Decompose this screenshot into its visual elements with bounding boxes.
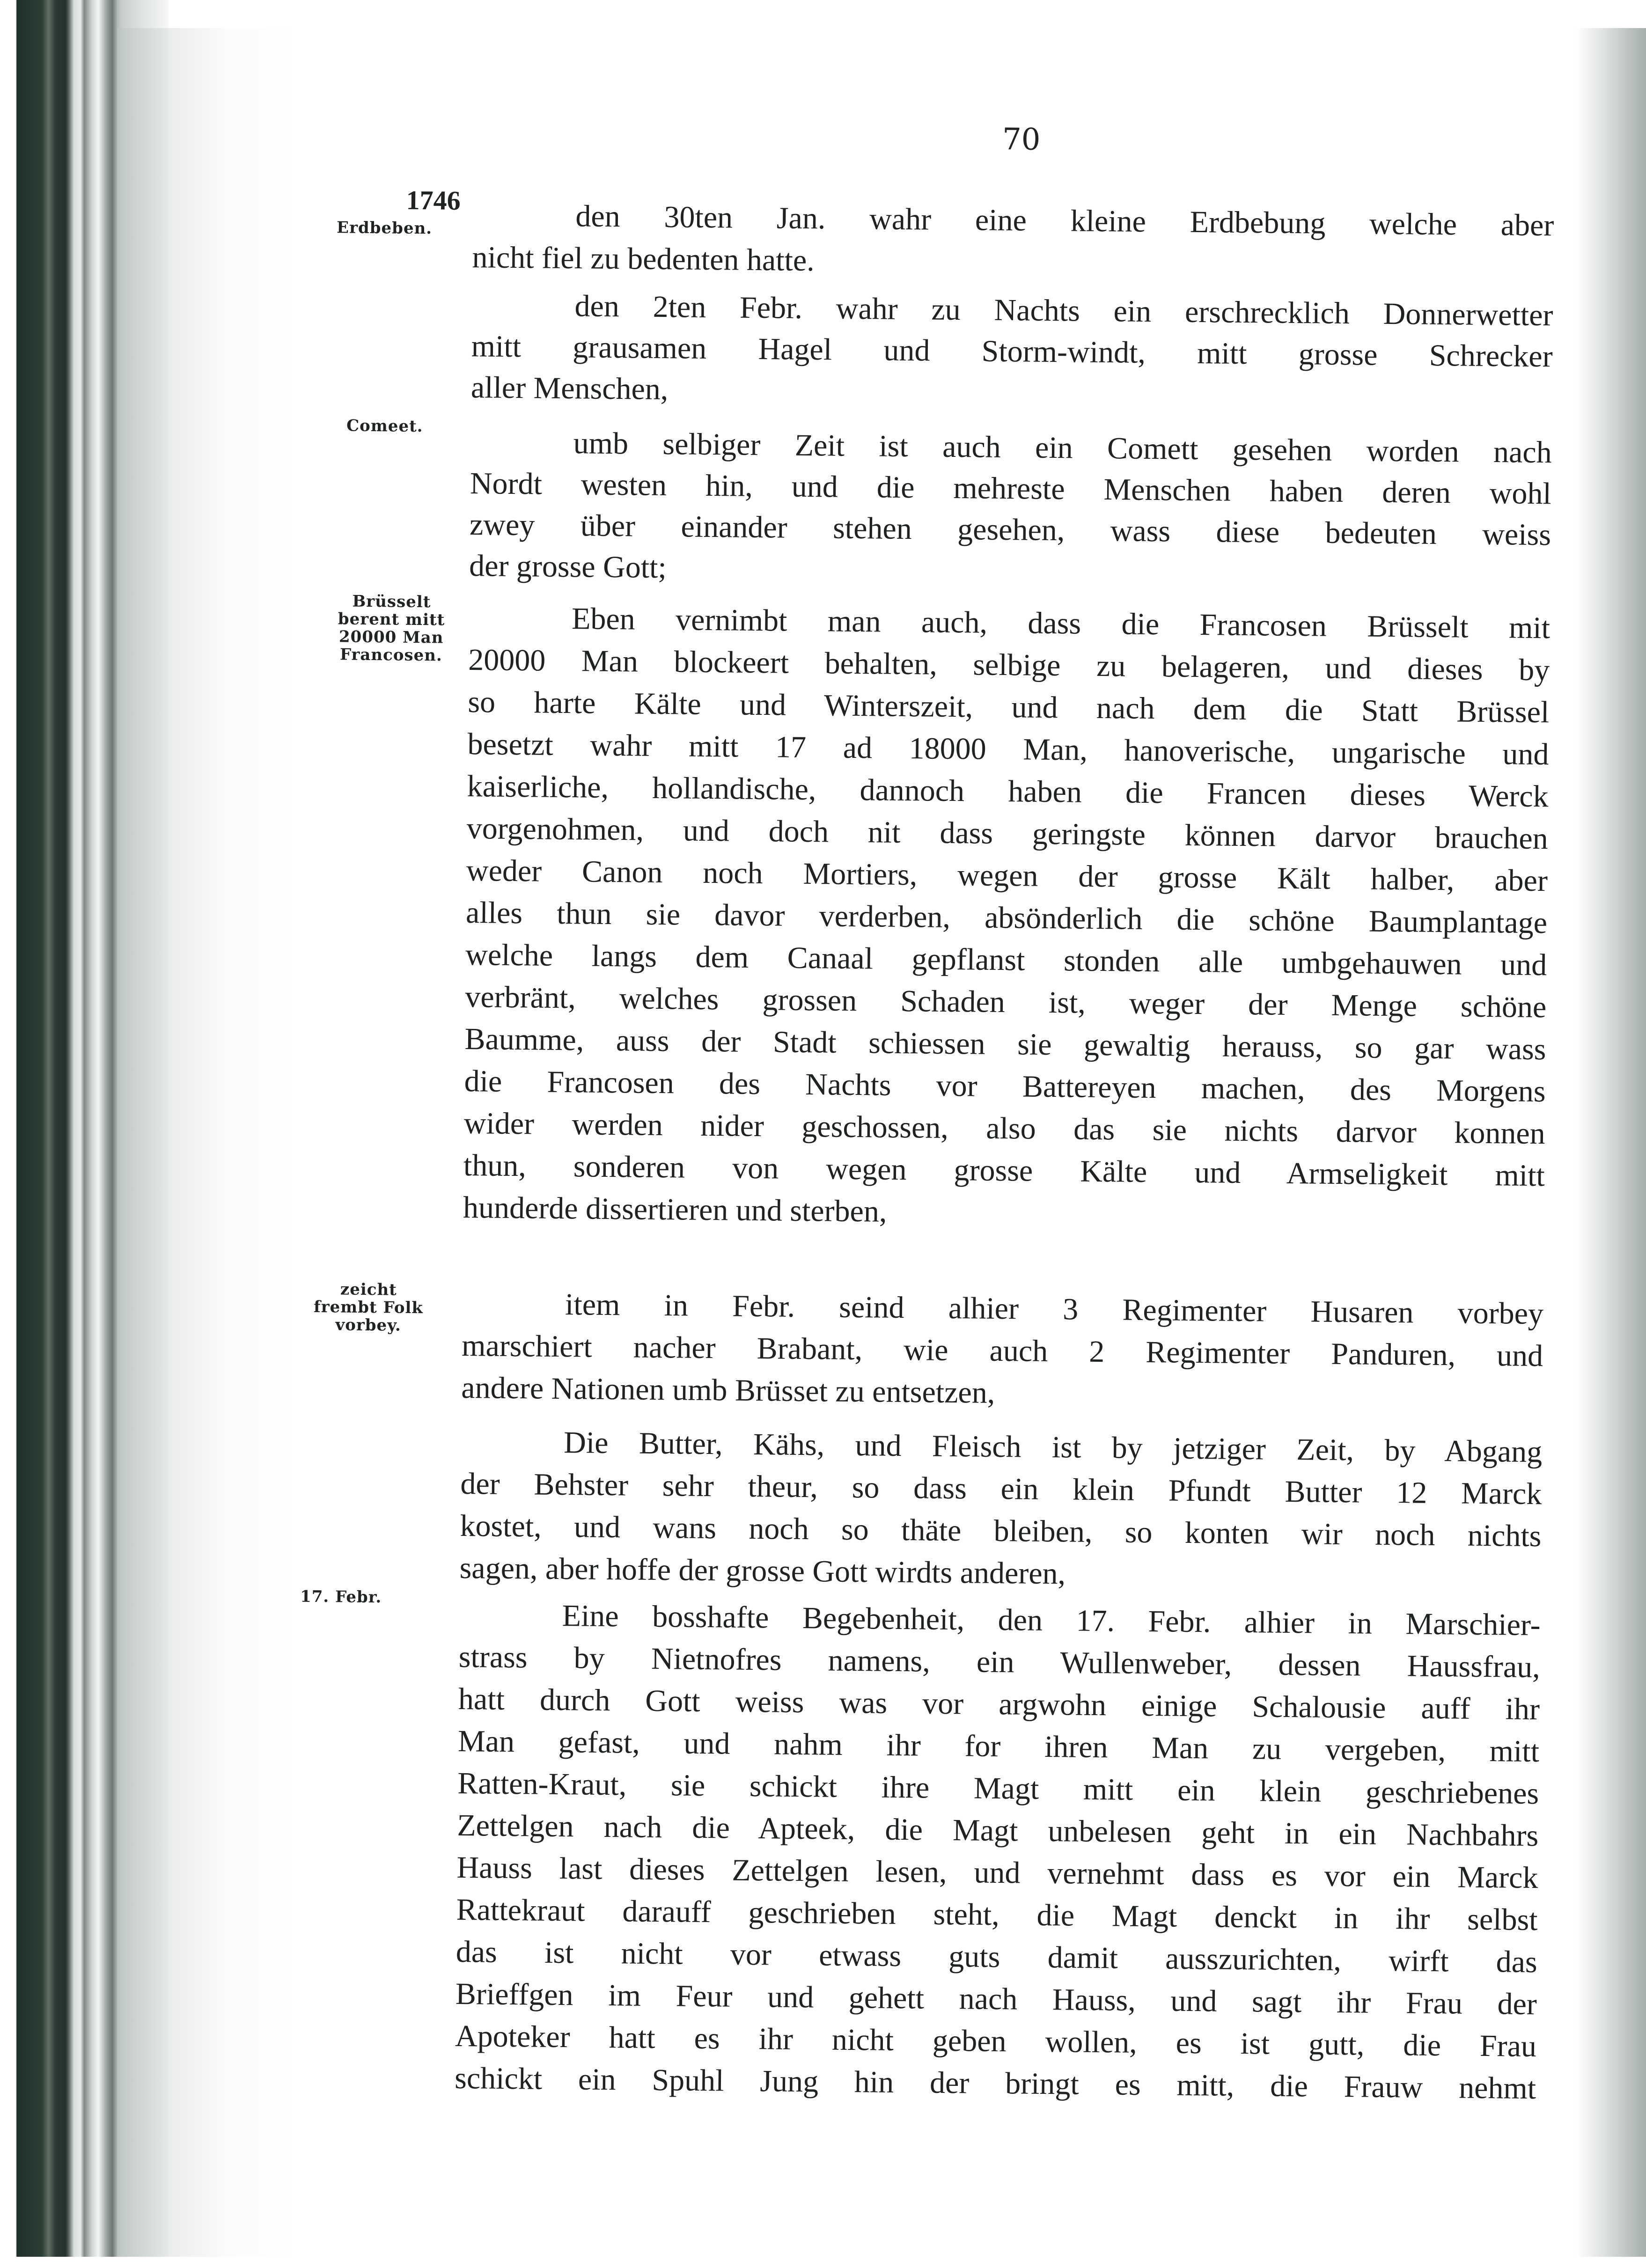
text-line: 20000 Man blockeert behalten, selbige zu belageren, und dieses by — [468, 643, 1550, 688]
margin-note-line: vorbey. — [335, 1315, 402, 1335]
page-number: 70 — [1002, 122, 1041, 157]
text-line: marschiert nacher Brabant, wie auch 2 Regimenter Panduren, und — [461, 1328, 1543, 1373]
text-line: der Behster sehr theur, so dass ein klein Pfundt Butter 12 Marck — [460, 1466, 1542, 1512]
text-line: Die Butter, Kähs, und Fleisch ist by jetziger Zeit, by Abgang — [563, 1425, 1543, 1469]
margin-note-line: frembt Folk — [313, 1297, 424, 1318]
text-line: Brieffgen im Feur und gehett nach Hauss, und sagt ihr Frau der — [455, 1976, 1537, 2022]
text-line: aller Menschen, — [470, 370, 669, 407]
margin-note-bruessel — [318, 592, 464, 665]
text-line: Eine bosshafte Begebenheit, den 17. Febr. alhier in Marschier- — [562, 1599, 1541, 1643]
margin-note-line: 20000 Man — [338, 627, 444, 647]
margin-note-comeet: Comeet. — [346, 416, 423, 436]
margin-note-frembt-folk — [288, 1280, 448, 1335]
text-line: welche langs dem Canaal gepflanst stonden alle umbgehauwen und — [465, 938, 1547, 983]
text-line: hunderde dissertieren und sterben, — [463, 1190, 887, 1229]
text-line: verbränt, welches grossen Schaden ist, weger der Menge schöne — [465, 980, 1547, 1025]
text-line: Apoteker hatt es ihr nicht geben wollen, es ist gutt, die Frau — [455, 2018, 1537, 2064]
margin-note-erdbeben: Erdbeben. — [336, 218, 433, 238]
text-line: das ist nicht vor etwass guts damit ausszurichten, wirft das — [456, 1934, 1538, 1980]
text-line: sagen, aber hoffe der grosse Gott wirdts anderen, — [459, 1550, 1066, 1591]
text-line: nicht fiel zu bedenten hatte. — [472, 240, 815, 278]
margin-note-line: Francosen. — [339, 645, 443, 665]
text-line: vorgenohmen, und doch nit dass geringste können darvor brauchen — [466, 811, 1549, 856]
text-line: der grosse Gott; — [469, 549, 667, 585]
text-line: so harte Kälte und Winterszeit, und nach dem die Statt Brüssel — [468, 685, 1550, 730]
text-line: item in Febr. seind alhier 3 Regimenter Husaren vorbey — [565, 1287, 1544, 1331]
text-line: Nordt westen hin, und die mehreste Menschen haben deren wohl — [470, 466, 1552, 511]
text-line: Eben vernimbt man auch, dass die Francosen Brüsselt mit — [571, 602, 1550, 646]
text-line: Rattekraut darauff geschrieben steht, die Magt denckt in ihr selbst — [456, 1892, 1538, 1938]
text-line: schickt ein Spuhl Jung hin der bringt es mitt, die Frauw nehmt — [454, 2061, 1536, 2106]
margin-note-line: zeicht — [340, 1280, 397, 1299]
text-line: Man gefast, und nahm ihr for ihren Man zu vergeben, mitt — [457, 1724, 1540, 1769]
text-line: strass by Nietnofres namens, ein Wullenweber, dessen Haussfrau, — [458, 1639, 1541, 1685]
text-line: mitt grausamen Hagel und Storm-windt, mitt grosse Schrecker — [471, 329, 1553, 374]
text-line: den 30ten Jan. wahr eine kleine Erdbebung welche aber — [575, 199, 1554, 243]
margin-note-line: Brüsselt — [352, 592, 431, 612]
text-line: weder Canon noch Mortiers, wegen der grosse Kält halber, aber — [466, 853, 1548, 898]
text-line: die Francosen des Nachts vor Battereyen machen, des Morgens — [464, 1064, 1546, 1109]
text-line: besetzt wahr mitt 17 ad 18000 Man, hanoverische, ungarische und — [467, 727, 1549, 772]
text-line: umb selbiger Zeit ist auch ein Comett gesehen worden nach — [573, 426, 1552, 470]
text-line: andere Nationen umb Brüsset zu entsetzen, — [461, 1370, 995, 1410]
text-line: Zettelgen nach die Apteek, die Magt unbelesen geht in ein Nachbahrs — [457, 1808, 1539, 1853]
text-line: alles thun sie davor verderben, absönderlich die schöne Baumplantage — [465, 895, 1548, 940]
text-line: den 2ten Febr. wahr zu Nachts ein erschrecklich Donnerwetter — [574, 289, 1553, 333]
text-line: zwey über einander stehen gesehen, wass diese bedeuten weiss — [469, 507, 1551, 552]
year-marker: 1746 — [406, 184, 461, 216]
text-line: wider werden nider geschossen, also das sie nichts darvor konnen — [463, 1106, 1546, 1151]
text-line: Ratten-Kraut, sie schickt ihre Magt mitt ein klein geschriebenes — [457, 1766, 1539, 1811]
text-line: hatt durch Gott weiss was vor argwohn einige Schalousie auff ihr — [458, 1681, 1540, 1727]
text-line: thun, sonderen von wegen grosse Kälte und Armseligkeit mitt — [463, 1148, 1545, 1193]
text-line: kostet, und wans noch so thäte bleiben, so konten wir noch nichts — [460, 1508, 1542, 1554]
text-line: Hauss last dieses Zettelgen lesen, und vernehmt dass es vor ein Marck — [456, 1850, 1538, 1895]
margin-note-17-febr: 17. Febr. — [300, 1587, 382, 1607]
text-line: Baumme, auss der Stadt schiessen sie gewaltig herauss, so gar wass — [464, 1022, 1546, 1067]
text-line: kaiserliche, hollandische, dannoch haben die Francen dieses Werck — [467, 769, 1549, 814]
margin-note-line: berent mitt — [338, 609, 445, 630]
